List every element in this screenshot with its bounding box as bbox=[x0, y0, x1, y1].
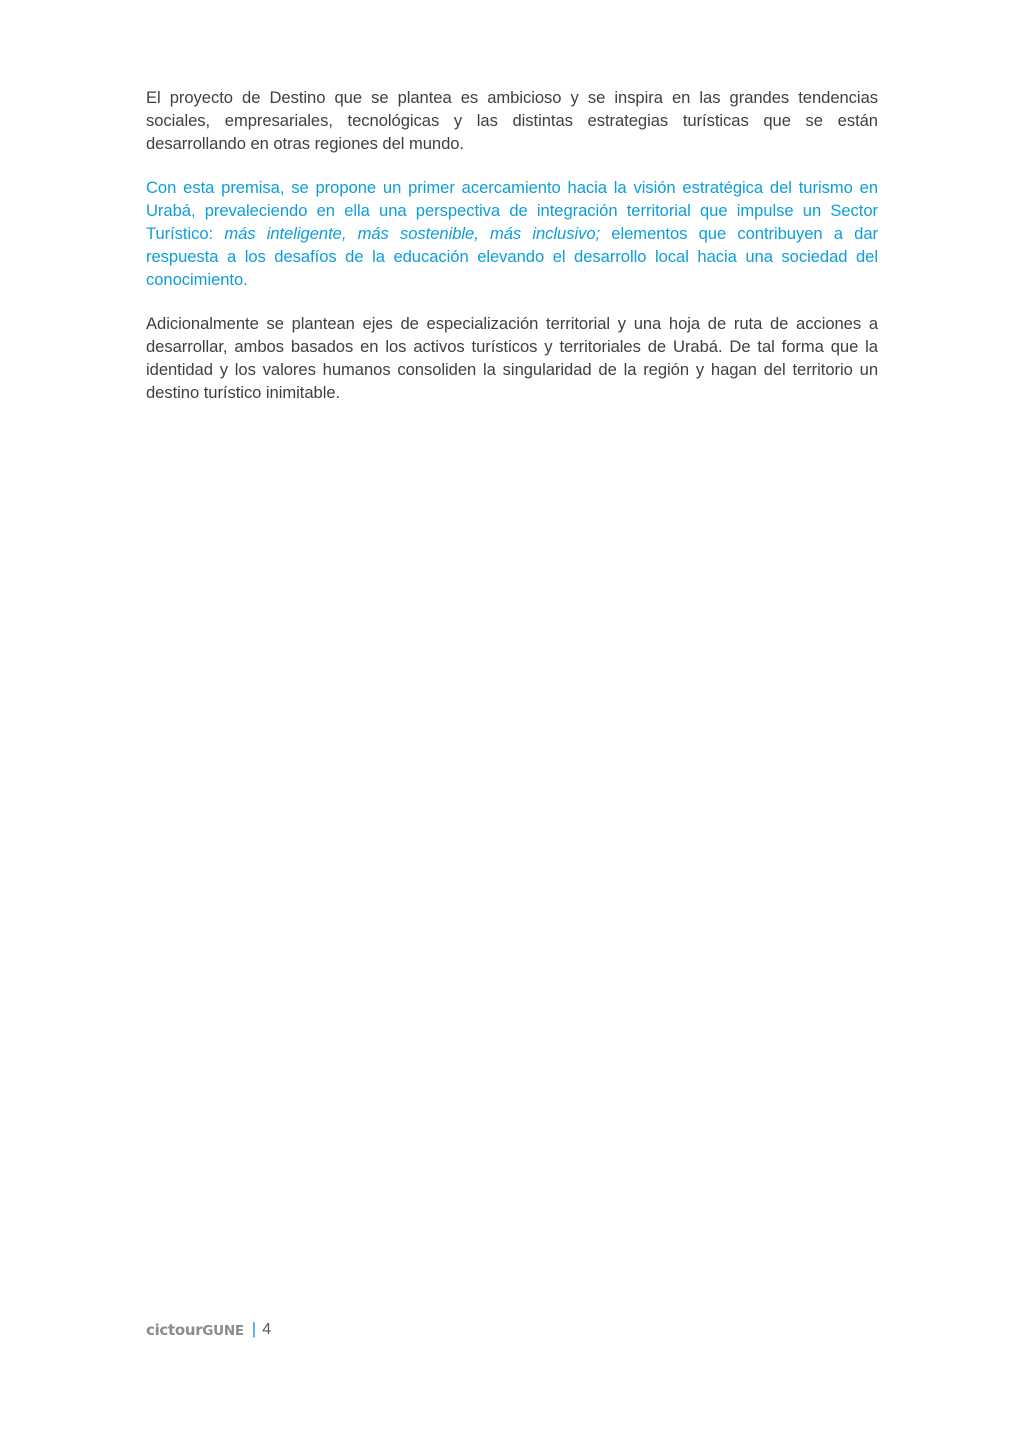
paragraph-closing: Adicionalmente se plantean ejes de especialización territorial y una hoja de ruta de acciones a desarrollar, ambos basados en los activos turísticos y territoriales de Urabá. De tal forma que la identidad y los valores humanos consoliden la singularidad de la región y hagan del territorio un destino turístico inimitable. bbox=[146, 314, 878, 402]
paragraph-intro: El proyecto de Destino que se plantea es ambicioso y se inspira en las grandes tendencias sociales, empresariales, tecnológicas y las distintas estrategias turísticas que se están desarrollando en otras regiones del mundo. bbox=[146, 88, 878, 153]
page-footer bbox=[146, 1318, 271, 1342]
highlight-emphasis: más inteligente, más sostenible, más inclusivo; bbox=[224, 224, 601, 243]
footer-separator: | bbox=[251, 1319, 257, 1338]
highlight-text-end: elementos que contribuyen a dar respuesta a los desafíos de la educación elevando el desarrollo local hacia una sociedad del conocimiento. bbox=[146, 224, 878, 289]
logo-text-upper: GUNE bbox=[202, 1323, 244, 1339]
highlight-text-start: Con esta premisa, se propone un primer acercamiento hacia la visión estratégica del turismo en Urabá, prevaleciendo en ella una perspectiva de integración territorial que impulse un Sector Turístico: bbox=[146, 178, 878, 243]
document-body bbox=[146, 86, 878, 425]
cictourgune-logo bbox=[146, 1321, 244, 1339]
page-number: 4 bbox=[262, 1321, 272, 1338]
logo-text-lower: cictour bbox=[146, 1321, 203, 1339]
paragraph-highlight bbox=[146, 176, 878, 291]
